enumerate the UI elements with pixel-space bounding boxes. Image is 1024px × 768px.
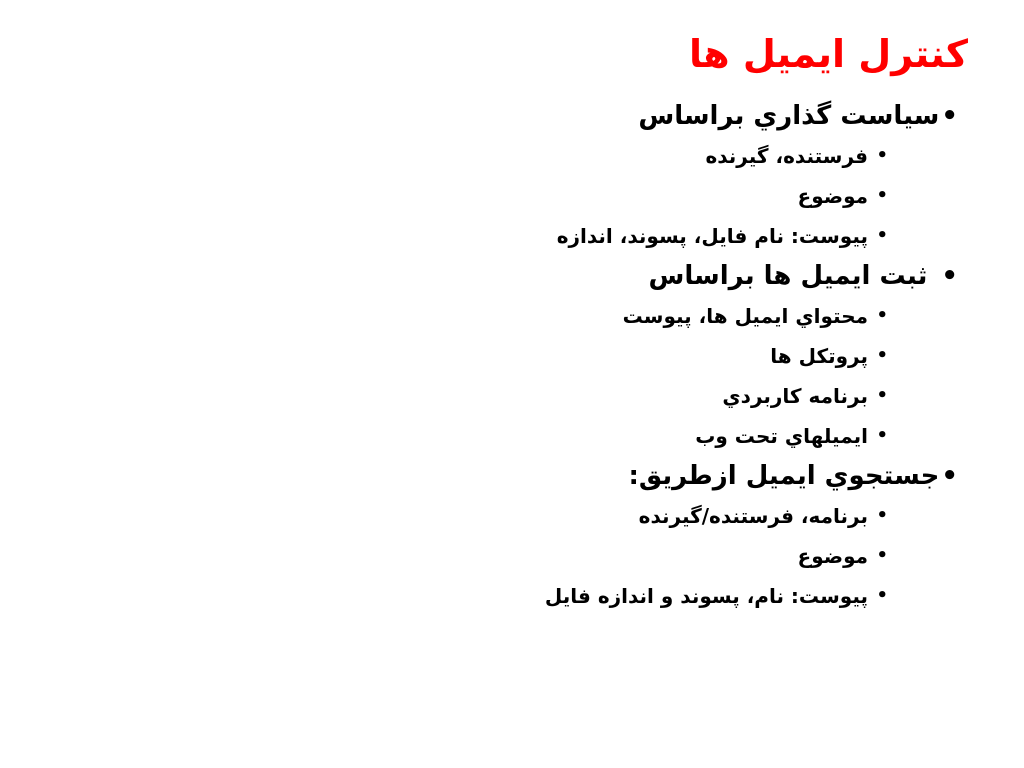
list-item [58,416,958,456]
list-item-text: فرستنده، گيرنده [705,144,868,168]
bullet-marker: • [876,145,888,166]
list-item [58,536,958,576]
bullet-marker: • [876,305,888,326]
bullet-marker: • [941,461,958,491]
section-search [58,456,958,616]
bullet-marker: • [876,185,888,206]
sub-list [58,296,958,456]
list-item-text: برنامه، فرستنده/گيرنده [638,504,868,528]
section-heading-text: سياست گذاري براساس [638,101,940,131]
sub-list [58,136,958,256]
section-policy [58,96,958,256]
bullet-marker: • [876,585,888,606]
section-heading [58,456,958,496]
list-item-text: ايميلهاي تحت وب [695,424,868,448]
section-heading-text: جستجوي ايميل ازطريق: [628,461,940,491]
list-item-text: موضوع [797,544,868,568]
bullet-marker: • [876,225,888,246]
section-heading [58,96,958,136]
list-item [58,576,958,616]
list-item [58,296,958,336]
list-item [58,216,958,256]
list-item-text: پيوست: نام فايل، پسوند، اندازه [556,224,868,248]
list-item-text: برنامه کاربردي [722,384,868,408]
section-heading [58,256,958,296]
list-item [58,376,958,416]
bullet-marker: • [876,385,888,406]
list-item-text: پيوست: نام، پسوند و اندازه فايل [544,584,868,608]
list-item [58,176,958,216]
list-item [58,136,958,176]
sub-list [58,496,958,616]
slide-content [58,96,958,616]
list-item-text: محتواي ايميل ها، پيوست [622,304,868,328]
section-logging [58,256,958,456]
bullet-marker: • [876,345,888,366]
bullet-marker: • [941,261,958,291]
bullet-marker: • [876,505,888,526]
bullet-marker: • [941,101,958,131]
list-item-text: موضوع [797,184,868,208]
list-item-text: پروتکل ها [770,344,868,368]
bullet-marker: • [876,425,888,446]
list-item [58,496,958,536]
bullet-marker: • [876,545,888,566]
slide-title: کنترل ايميل ها [688,32,968,76]
section-heading-text: ثبت ايميل ها براساس [648,261,928,291]
list-item [58,336,958,376]
